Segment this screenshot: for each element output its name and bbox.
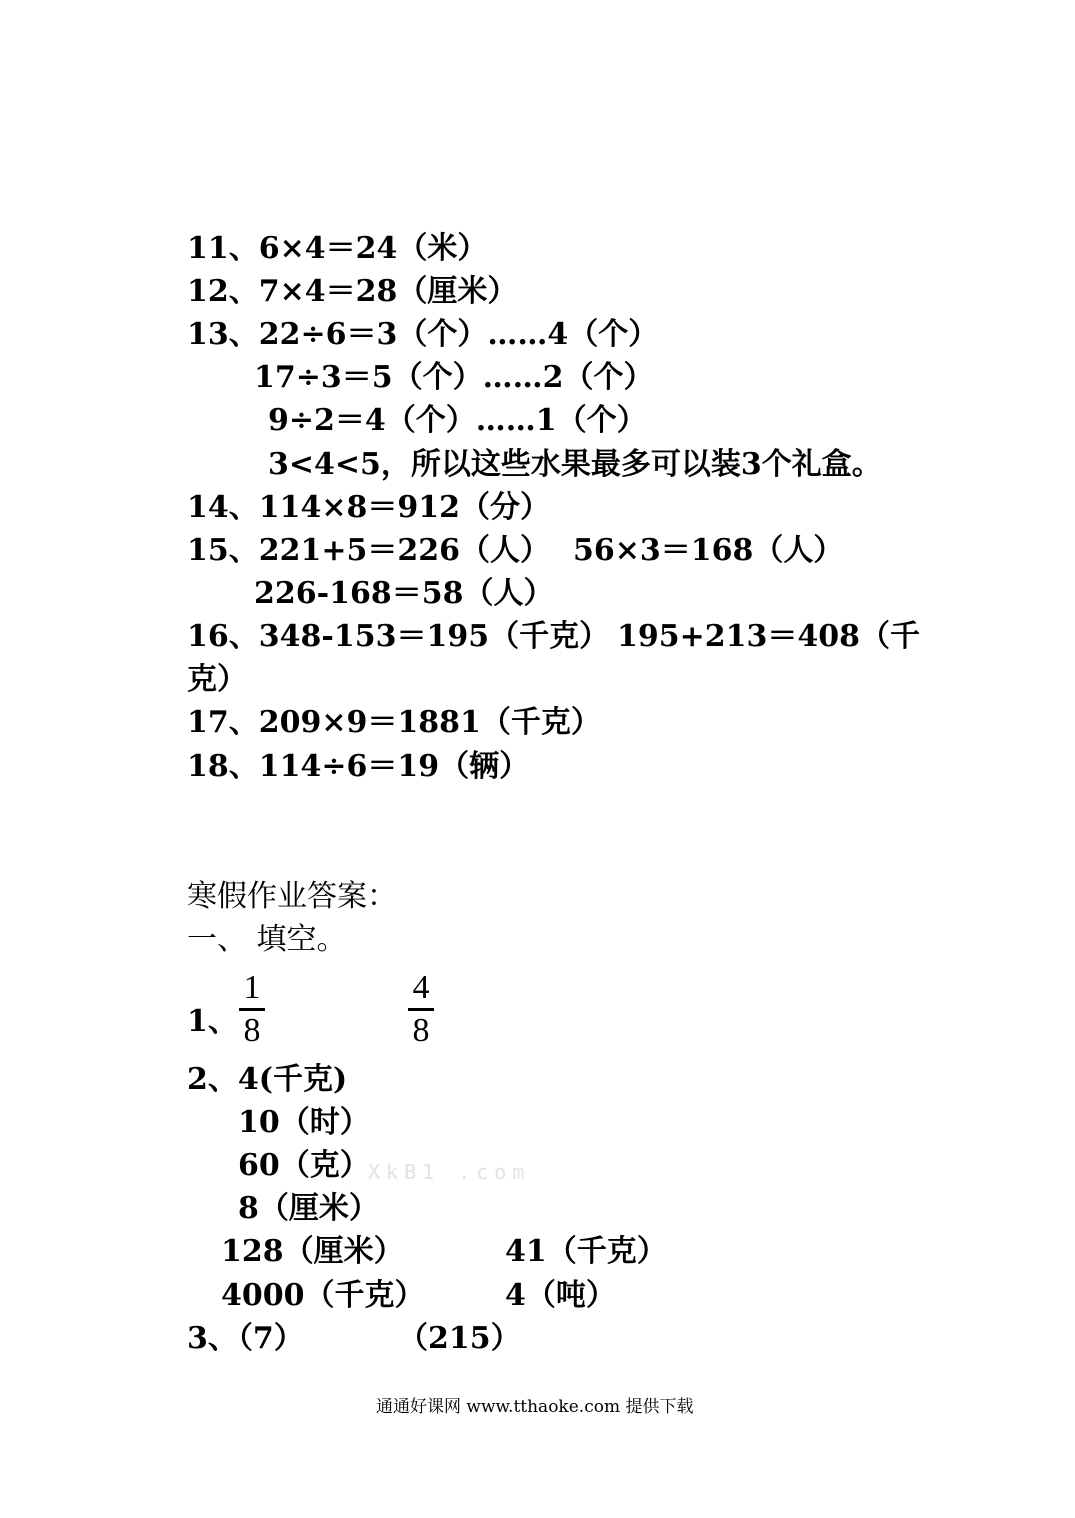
answer-13-line-2: 17÷3＝5（个）……2（个） bbox=[254, 360, 654, 395]
answer-w2-line-7: 4000（千克） bbox=[221, 1278, 425, 1313]
answer-w3-line-1: 3、（7） bbox=[187, 1321, 304, 1356]
watermark-text: XkB1 .com bbox=[368, 1160, 531, 1184]
answer-w2-line-1: 2、4(千克) bbox=[187, 1062, 348, 1097]
answer-13-line-4: 3<4<5，所以这些水果最多可以装3个礼盒。 bbox=[268, 447, 882, 482]
answer-17: 17、209×9＝1881（千克） bbox=[187, 705, 601, 740]
answer-13-line-3: 9÷2＝4（个）……1（个） bbox=[268, 403, 647, 438]
answer-15-line-2: 56×3＝168（人） bbox=[573, 533, 844, 568]
fraction-denominator: 8 bbox=[243, 1012, 261, 1049]
answer-11: 11、6×4＝24（米） bbox=[187, 231, 488, 266]
footer-credit: 通通好课网 www.tthaoke.com 提供下载 bbox=[376, 1397, 694, 1417]
answer-15-line-1: 15、221+5＝226（人） bbox=[187, 533, 551, 568]
answer-16-line-1: 16、348-153＝195（千克） bbox=[187, 619, 610, 654]
answer-13-line-1: 13、22÷6＝3（个）……4（个） bbox=[187, 317, 659, 352]
section-fill-blank-heading: 一、 填空。 bbox=[187, 922, 347, 957]
answer-14: 14、114×8＝912（分） bbox=[187, 490, 551, 525]
answer-16-line-3: 克） bbox=[187, 662, 247, 697]
fraction-one-eighth bbox=[237, 968, 267, 1051]
answer-15-line-3: 226-168＝58（人） bbox=[254, 576, 554, 611]
answer-w2-line-5: 128（厘米） bbox=[221, 1234, 404, 1269]
answer-18: 18、114÷6＝19（辆） bbox=[187, 749, 530, 784]
answer-w2-line-4: 8（厘米） bbox=[238, 1191, 379, 1226]
fraction-denominator: 8 bbox=[412, 1012, 430, 1049]
fraction-numerator: 1 bbox=[243, 969, 261, 1006]
answer-w2-line-8: 4（吨） bbox=[505, 1278, 616, 1313]
answer-16-line-2: 195+213＝408（千 bbox=[617, 619, 921, 654]
fraction-numerator: 4 bbox=[412, 969, 430, 1006]
answer-w3-line-2: （215） bbox=[398, 1321, 521, 1356]
answer-w2-line-6: 41（千克） bbox=[505, 1234, 667, 1269]
answer-w1-label: 1、 bbox=[187, 1004, 238, 1039]
answer-w2-line-3: 60（克） bbox=[238, 1148, 370, 1183]
answer-12: 12、7×4＝28（厘米） bbox=[187, 274, 518, 309]
fraction-four-eighths bbox=[406, 968, 436, 1051]
winter-homework-title: 寒假作业答案： bbox=[187, 879, 397, 914]
answer-w2-line-2: 10（时） bbox=[238, 1105, 370, 1140]
